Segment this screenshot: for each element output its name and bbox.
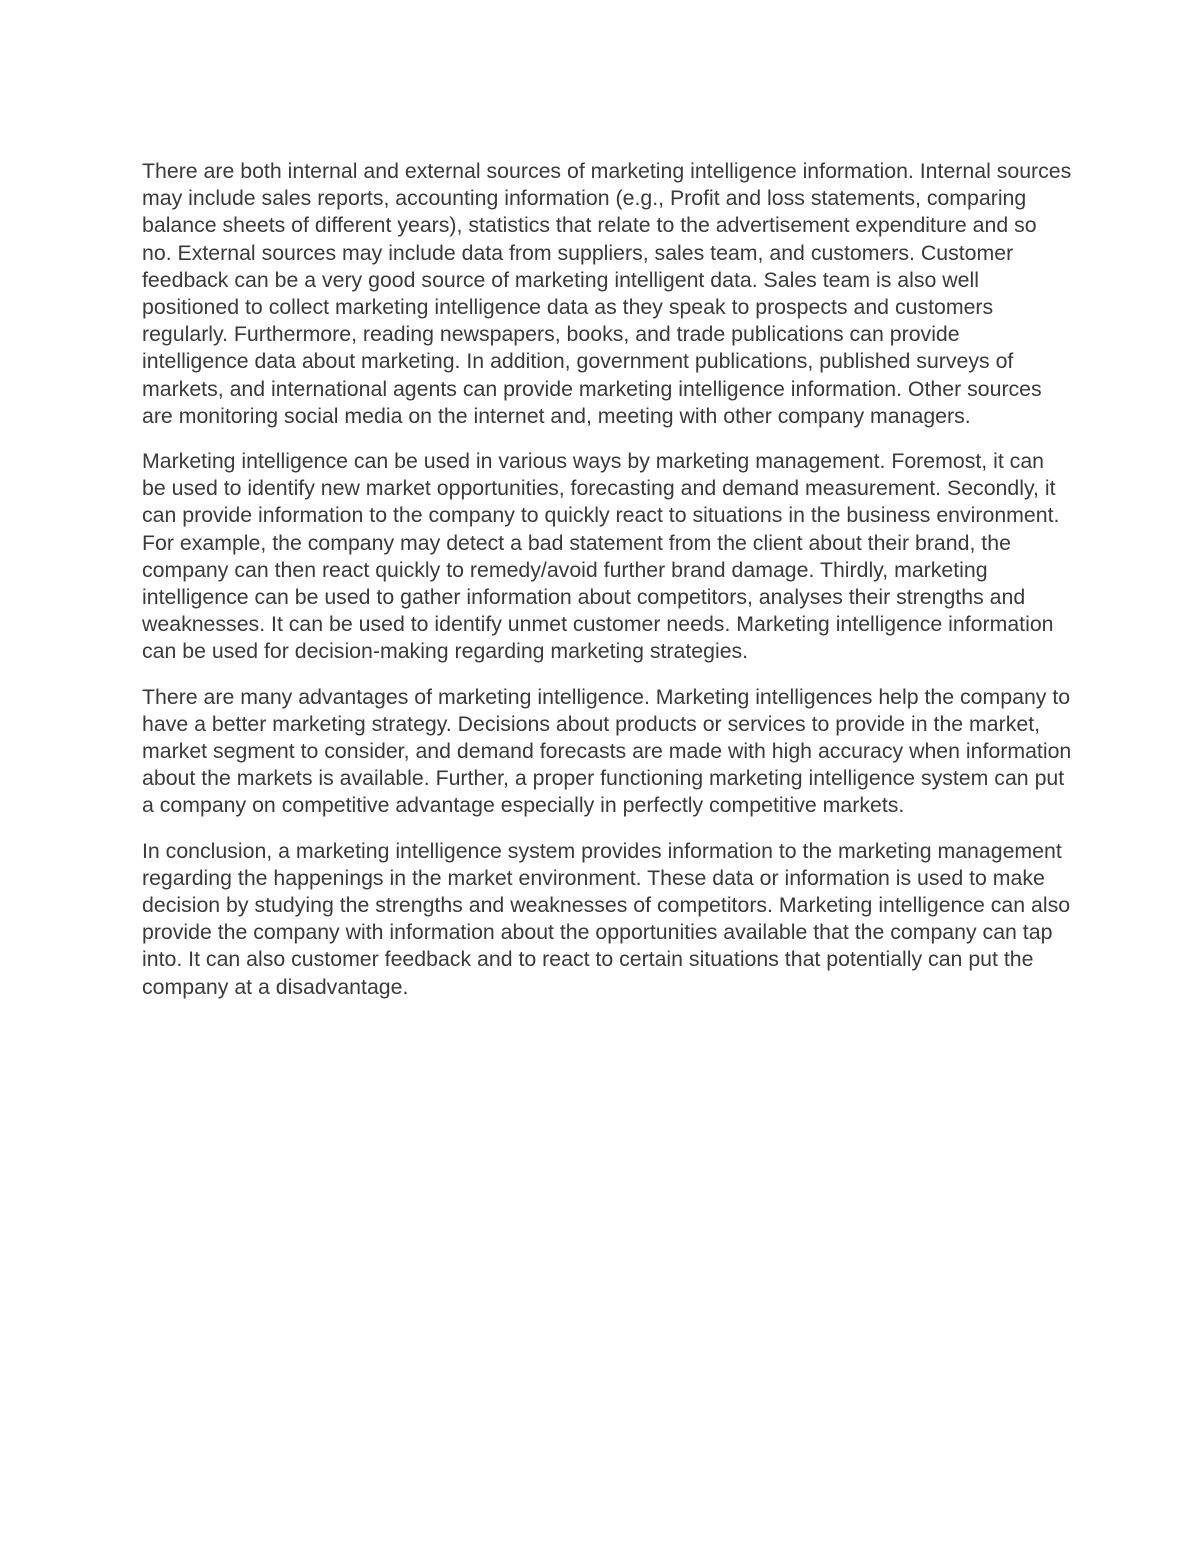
paragraph-sources: There are both internal and external sources of marketing intelligence information. Internal sources may include sales reports, accounting information (e.g., Profit and loss statements, comparing balance sheets of different years), statistics that relate to the advertisement expenditure and so no. External sources may include data from suppliers, sales team, and customers. Customer feedback can be a very good source of marketing intelligent data. Sales team is also well positioned to collect marketing intelligence data as they speak to prospects and customers regularly. Furthermore, reading newspapers, books, and trade publications can provide intelligence data about marketing. In addition, government publications, published surveys of markets, and international agents can provide marketing intelligence information. Other sources are monitoring social media on the internet and, meeting with other company managers.	[142, 159, 1072, 428]
paragraph-uses: Marketing intelligence can be used in various ways by marketing management. Foremost, it can be used to identify new market opportunities, forecasting and demand measurement. Secondly, it can provide information to the company to quickly react to situations in the business environment. For example, the company may detect a bad statement from the client about their brand, the company can then react quickly to remedy/avoid further brand damage. Thirdly, marketing intelligence can be used to gather information about competitors, analyses their strengths and weaknesses. It can be used to identify unmet customer needs. Marketing intelligence information can be used for decision-making regarding marketing strategies.	[142, 449, 1060, 664]
document-body	[142, 158, 1072, 1019]
paragraph-advantages: There are many advantages of marketing intelligence. Marketing intelligences help the company to have a better marketing strategy. Decisions about products or services to provide in the market, market segment to consider, and demand forecasts are made with high accuracy when information about the markets is available. Further, a proper functioning marketing intelligence system can put a company on competitive advantage especially in perfectly competitive markets.	[142, 684, 1072, 818]
paragraph-conclusion: In conclusion, a marketing intelligence system provides information to the marketing management regarding the happenings in the market environment. These data or information is used to make decision by studying the strengths and weaknesses of competitors. Marketing intelligence can also provide the company with information about the opportunities available that the company can tap into. It can also customer feedback and to react to certain situations that potentially can put the company at a disadvantage.	[142, 838, 1071, 999]
